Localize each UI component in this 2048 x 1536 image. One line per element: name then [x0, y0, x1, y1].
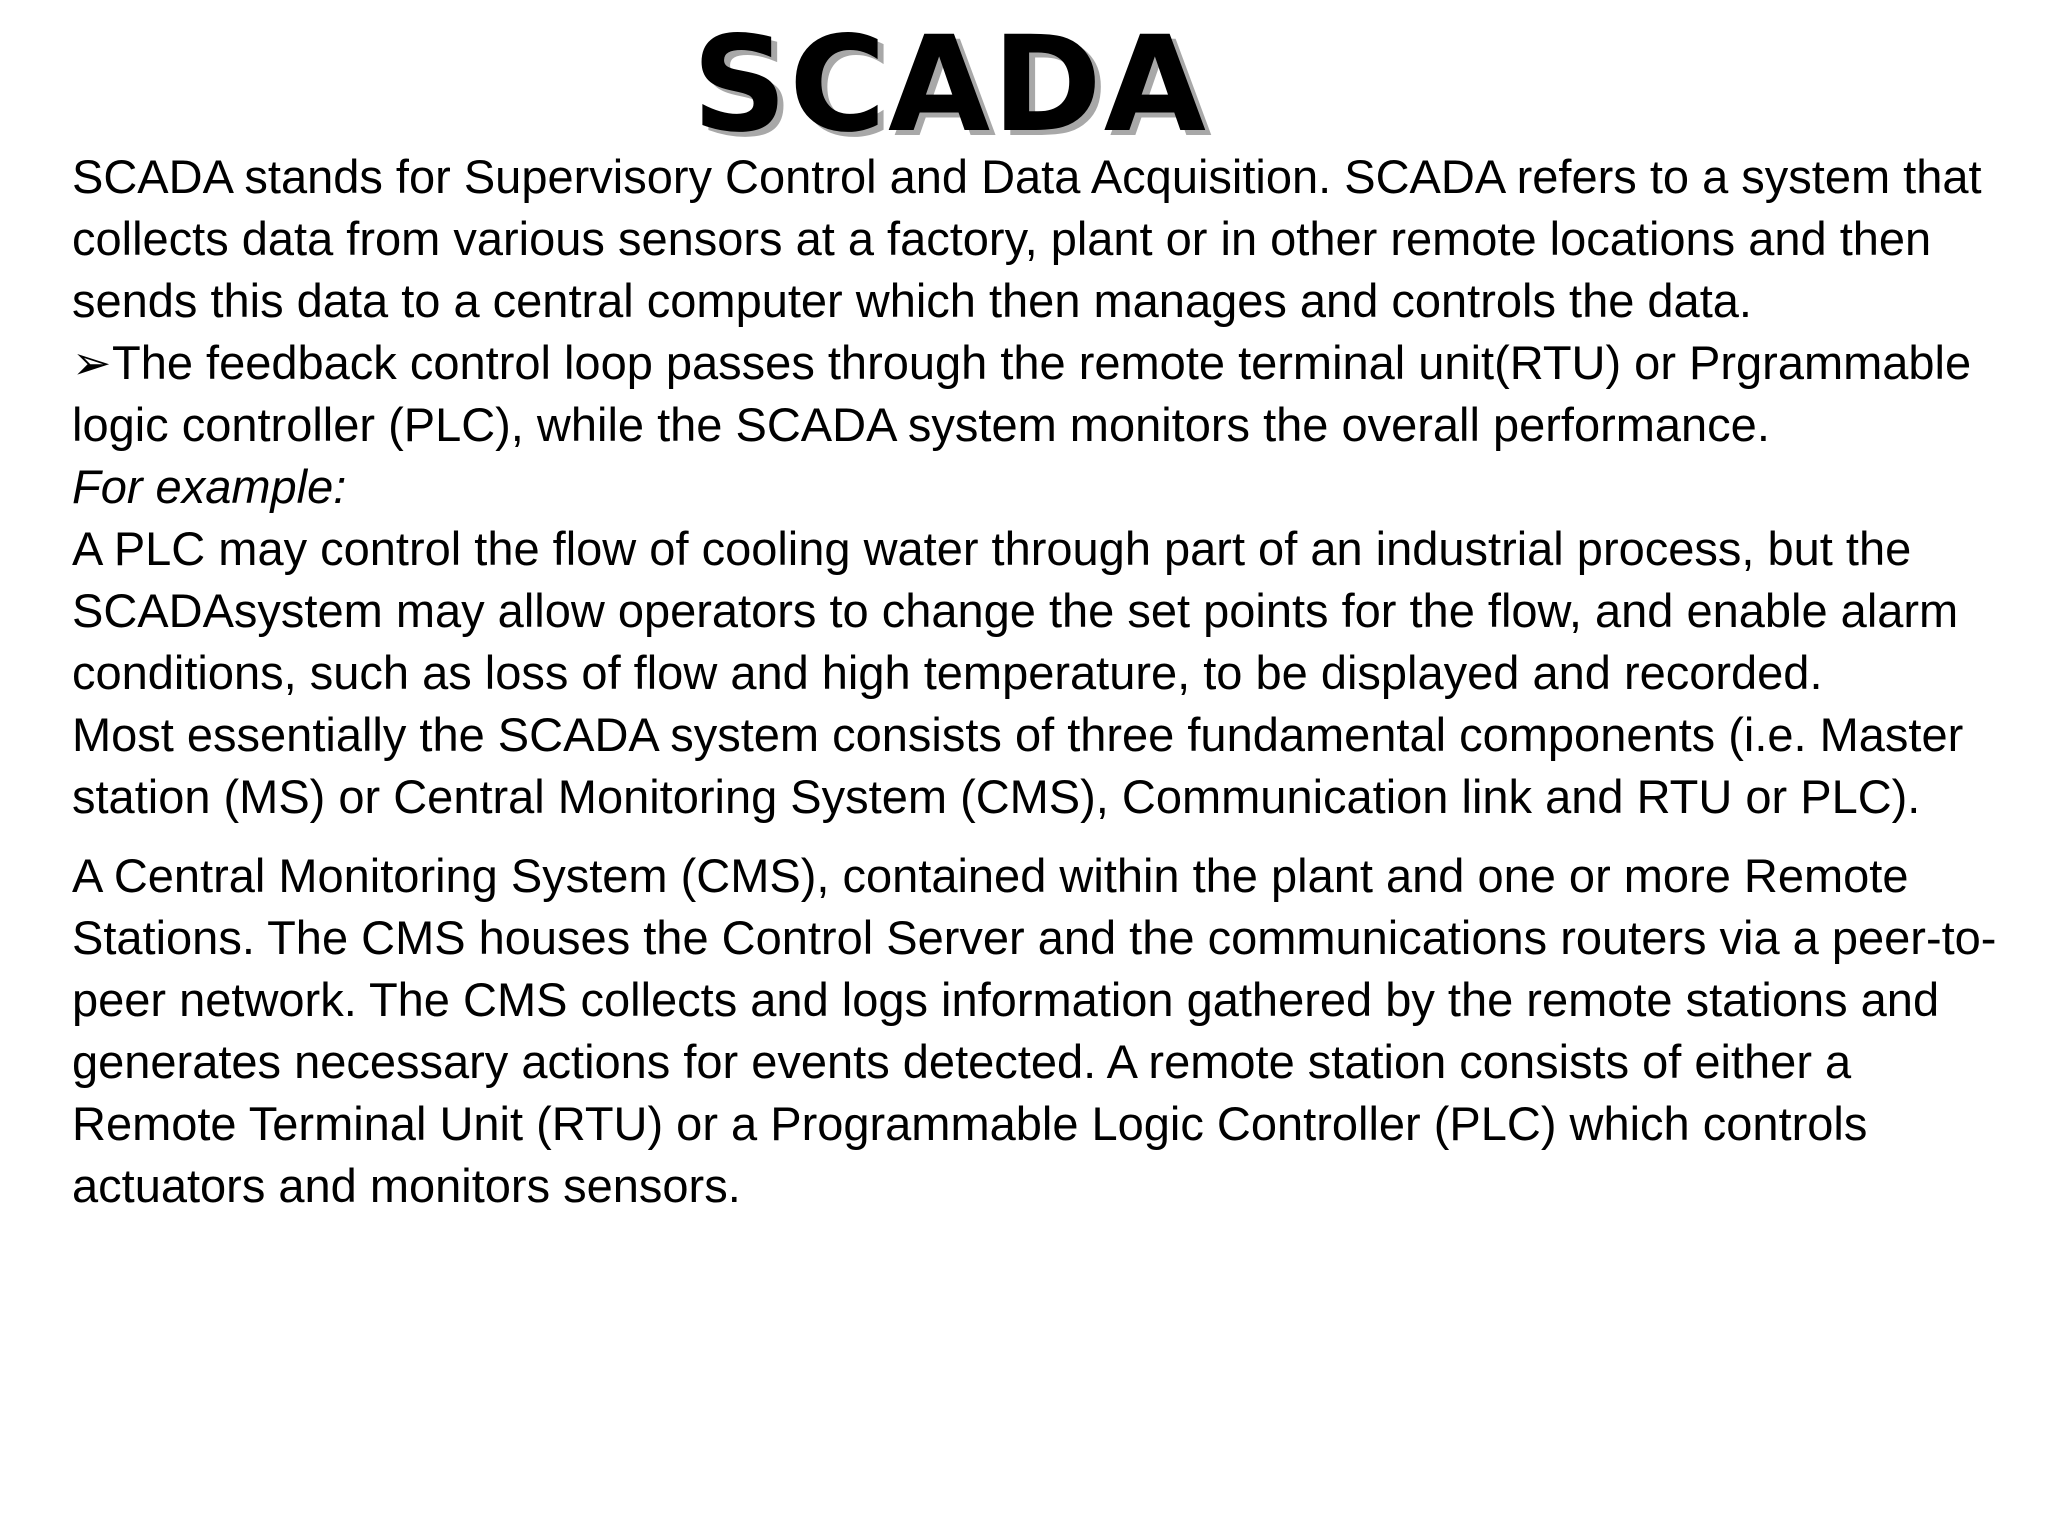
bullet-text: The feedback control loop passes through the remote terminal unit(RTU) or Prgrammable logic controller (PLC), while the SCADA system monitors the overall performance. [72, 336, 1972, 451]
paragraph-example: A PLC may control the flow of cooling water through part of an industrial process, but the SCADAsystem may allow operators to change the set points for the flow, and enable alarm conditions, such as loss of flow and high temperature, to be displayed and recorded. [72, 522, 1959, 699]
arrow-bullet-icon: ➢ [72, 336, 112, 389]
slide-title: SCADA [692, 8, 1208, 162]
paragraph-definition: SCADA stands for Supervisory Control and Data Acquisition. SCADA refers to a system that collects data from various sensors at a factory, plant or in other remote locations and then sends this data to a central computer which then manages and controls the data. [72, 150, 1982, 327]
paragraph-components: Most essentially the SCADA system consists of three fundamental components (i.e. Master station (MS) or Central Monitoring System (CMS), Communication link and RTU or PLC). [72, 708, 1964, 823]
slide-body [72, 146, 2002, 1217]
example-label: For example: [72, 460, 347, 513]
bullet-item-feedback-loop [72, 332, 2002, 456]
paragraph-cms: A Central Monitoring System (CMS), contained within the plant and one or more Remote Stations. The CMS houses the Control Server and the communications routers via a peer-to-peer network. The CMS collects and logs information gathered by the remote stations and generates necessary actions for events detected. A remote station consists of either a Remote Terminal Unit (RTU) or a Programmable Logic Controller (PLC) which controls actuators and monitors sensors. [72, 849, 1997, 1212]
